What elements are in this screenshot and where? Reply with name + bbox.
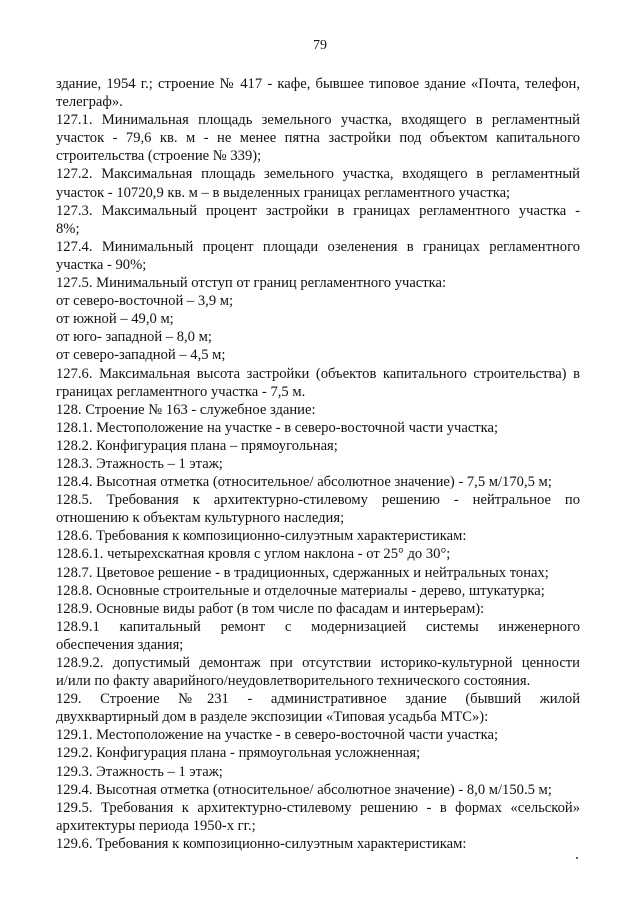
text-line: обеспечения здания; (56, 636, 184, 653)
text-line: 128.5. Требования к архитектурно-стилевому решению - нейтральное по (56, 492, 580, 509)
text-line: 127.3. Максимальный процент застройки в границах регламентного участка - (56, 202, 580, 219)
text-line: от южной – 49,0 м; (56, 311, 174, 328)
text-line: от северо-западной – 4,5 м; (56, 347, 226, 364)
text-line: телеграф». (56, 94, 123, 111)
text-line: 128.2. Конфигурация плана – прямоугольная; (56, 437, 338, 454)
text-line: 129.6. Требования к композиционно-силуэтным характеристикам: (56, 835, 467, 852)
text-line: 127.1. Минимальная площадь земельного участка, входящего в регламентный (56, 112, 580, 129)
text-line: участок - 10720,9 кв. м – в выделенных границах регламентного участка; (56, 184, 511, 201)
text-line: 128.4. Высотная отметка (относительное/ абсолютное значение) - 7,5 м/170,5 м; (56, 474, 552, 491)
text-line: 128.6.1. четырехскатная кровля с углом наклона - от 25° до 30°; (56, 546, 451, 563)
text-line: и/или по факту аварийного/неудовлетворительного технического состояния. (56, 673, 531, 690)
text-line: 127.5. Минимальный отступ от границ регламентного участка: (56, 275, 447, 292)
text-line: от юго- западной – 8,0 м; (56, 329, 212, 346)
text-line: 129.2. Конфигурация плана - прямоугольная усложненная; (56, 745, 421, 762)
text-line: 127.4. Минимальный процент площади озеленения в границах регламентного (56, 238, 580, 255)
text-line: 128. Строение № 163 - служебное здание: (56, 401, 316, 418)
text-line: архитектуры периода 1950-х гг.; (56, 817, 256, 834)
text-line: 128.1. Местоположение на участке - в северо-восточной части участка; (56, 419, 499, 436)
text-line: 128.9. Основные виды работ (в том числе по фасадам и интерьерам): (56, 600, 485, 617)
text-line: 127.6. Максимальная высота застройки (объектов капитального строительства) в (56, 365, 580, 382)
text-line: 128.9.1 капитальный ремонт с модернизацией системы инженерного (56, 618, 580, 635)
text-line: 129.4. Высотная отметка (относительное/ абсолютное значение) - 8,0 м/150.5 м; (56, 781, 552, 798)
text-line: 8%; (56, 220, 80, 237)
document-body (56, 75, 580, 853)
text-line: двухквартирный дом в разделе экспозиции «Типовая усадьба МТС»): (56, 709, 489, 726)
text-line: участок - 79,6 кв. м - не менее пятна застройки под объектом капитального (56, 130, 580, 147)
text-line: здание, 1954 г.; строение № 417 - кафе, бывшее типовое здание «Почта, телефон, (56, 76, 580, 92)
scan-mark (576, 857, 578, 859)
text-line: 129.5. Требования к архитектурно-стилевому решению - в формах «сельской» (56, 799, 580, 816)
text-line: 128.3. Этажность – 1 этаж; (56, 455, 223, 472)
text-line: границах регламентного участка - 7,5 м. (56, 383, 306, 400)
text-line: участка - 90%; (56, 256, 147, 273)
page-number: 79 (313, 38, 327, 53)
text-line: 128.8. Основные строительные и отделочные материалы - дерево, штукатурка; (56, 582, 545, 599)
text-line: 128.9.2. допустимый демонтаж при отсутствии историко-культурной ценности (56, 655, 580, 671)
text-line: 128.6. Требования к композиционно-силуэтным характеристикам: (56, 528, 467, 545)
text-line: 129.1. Местоположение на участке - в северо-восточной части участка; (56, 727, 499, 744)
text-line: 129. Строение №231 - административное здание (бывший жилой (56, 691, 580, 708)
text-line: строительства (строение № 339); (56, 148, 262, 165)
text-line: от северо-восточной – 3,9 м; (56, 293, 234, 310)
text-line: 128.7. Цветовое решение - в традиционных, сдержанных и нейтральных тонах; (56, 564, 549, 581)
text-line: 127.2. Максимальная площадь земельного участка, входящего в регламентный (56, 166, 580, 183)
text-line: 129.3. Этажность – 1 этаж; (56, 763, 223, 780)
text-line: отношению к объектам культурного наследия; (56, 510, 345, 527)
